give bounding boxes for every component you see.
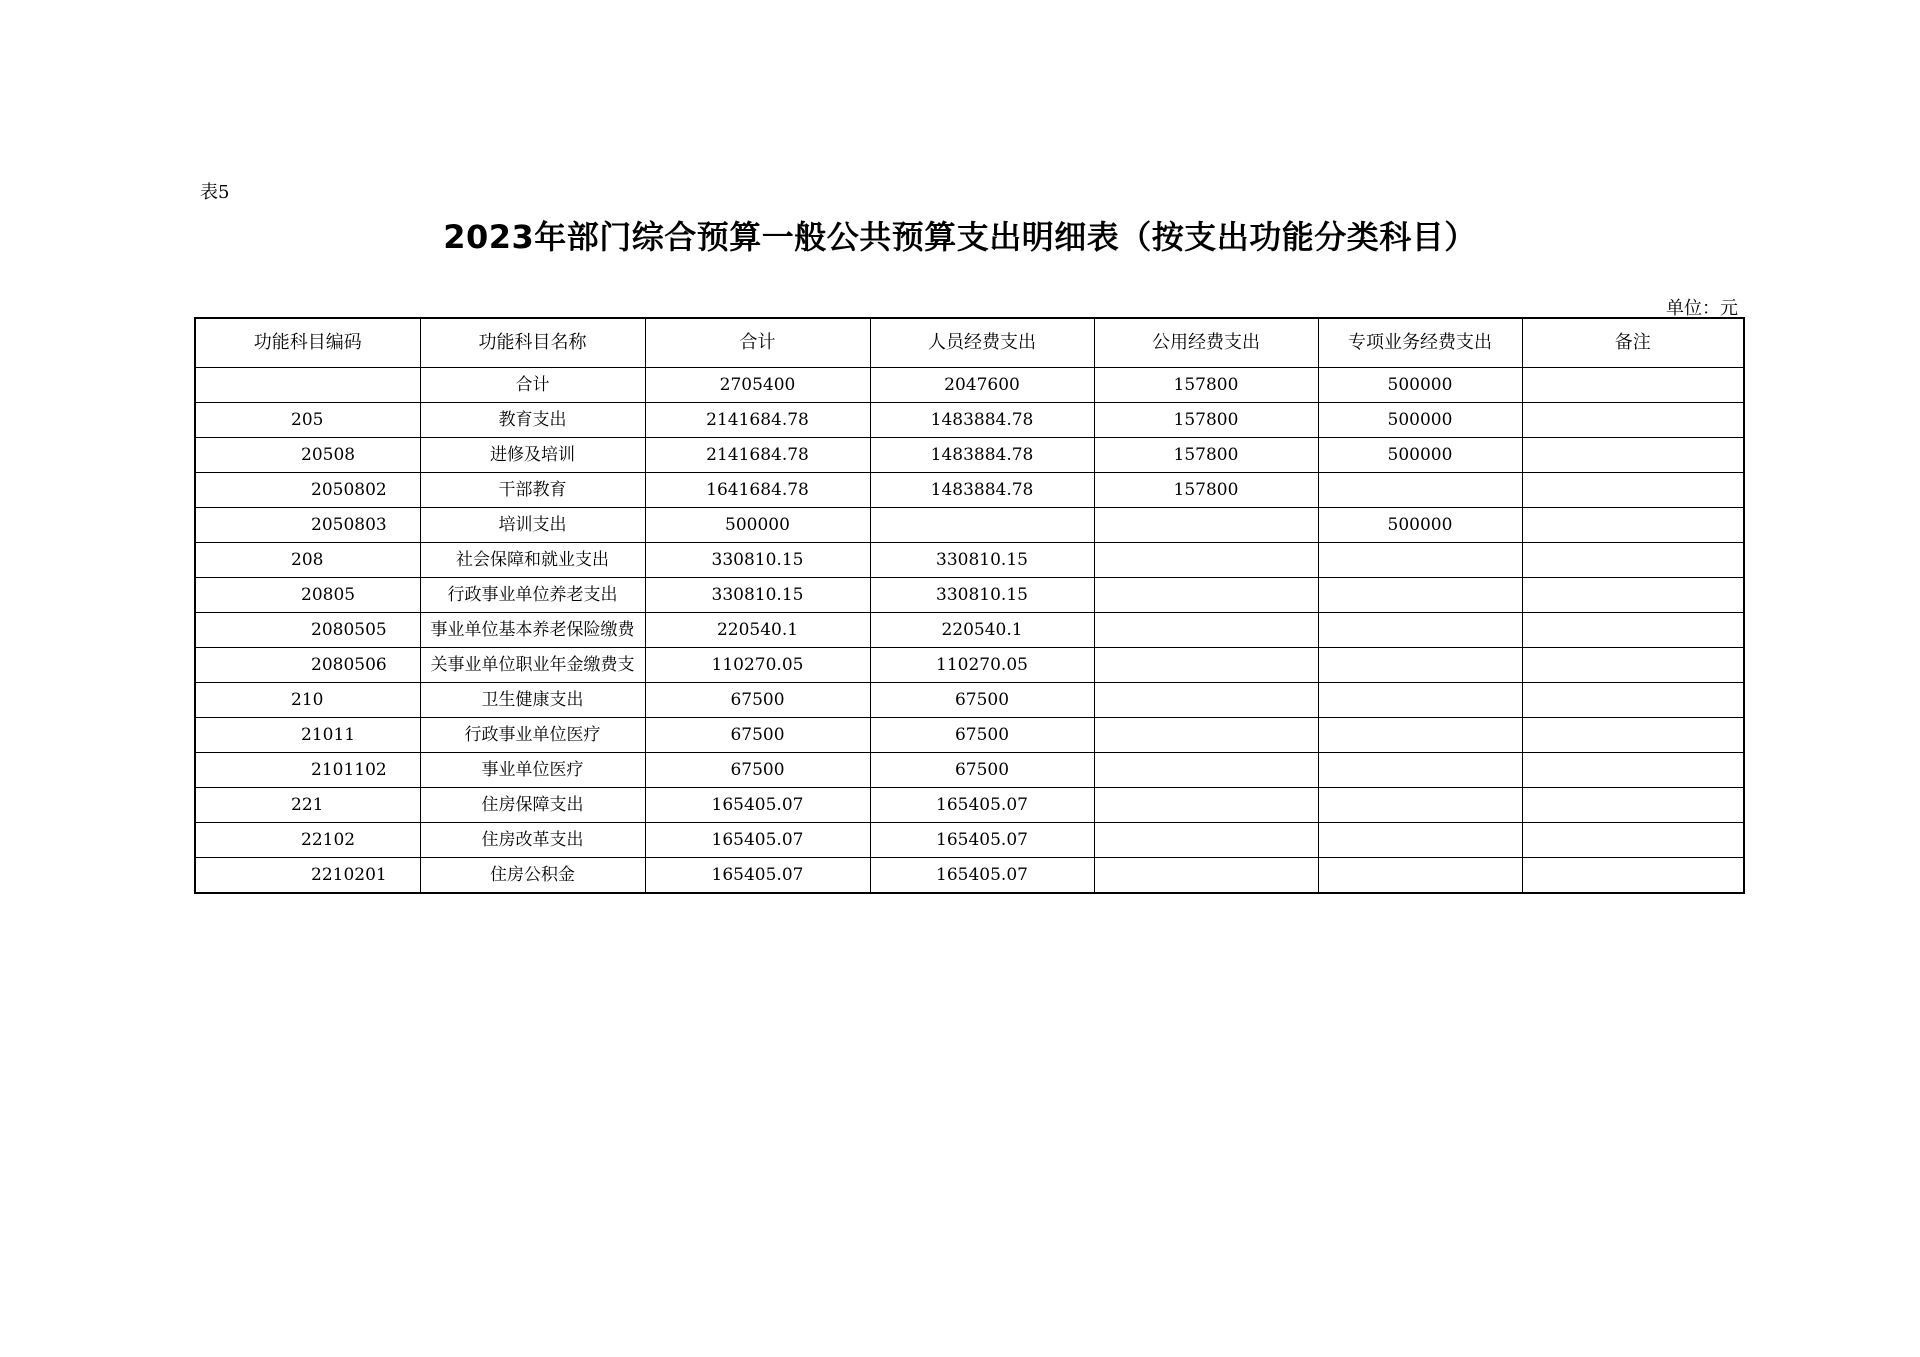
cell-personnel: 1483884.78 [870, 473, 1094, 508]
cell-personnel: 165405.07 [870, 858, 1094, 894]
cell-remark [1522, 543, 1744, 578]
cell-personnel: 110270.05 [870, 648, 1094, 683]
cell-remark [1522, 718, 1744, 753]
table-row [195, 403, 1744, 438]
cell-public [1094, 718, 1318, 753]
cell-remark [1522, 403, 1744, 438]
cell-code: 2080505 [195, 613, 420, 648]
cell-remark [1522, 753, 1744, 788]
cell-public [1094, 648, 1318, 683]
cell-special [1318, 753, 1522, 788]
table-row [195, 823, 1744, 858]
cell-personnel: 165405.07 [870, 788, 1094, 823]
table-row [195, 508, 1744, 543]
cell-personnel: 330810.15 [870, 543, 1094, 578]
table-row [195, 543, 1744, 578]
table-row [195, 578, 1744, 613]
cell-name: 住房保障支出 [420, 788, 645, 823]
cell-total: 1641684.78 [645, 473, 870, 508]
table-row [195, 753, 1744, 788]
cell-remark [1522, 368, 1744, 403]
cell-public: 157800 [1094, 403, 1318, 438]
cell-total: 330810.15 [645, 543, 870, 578]
cell-special [1318, 578, 1522, 613]
cell-name: 干部教育 [420, 473, 645, 508]
cell-remark [1522, 438, 1744, 473]
budget-table [194, 317, 1745, 894]
cell-remark [1522, 858, 1744, 894]
cell-total: 110270.05 [645, 648, 870, 683]
cell-name: 进修及培训 [420, 438, 645, 473]
cell-public [1094, 788, 1318, 823]
cell-remark [1522, 648, 1744, 683]
cell-personnel: 1483884.78 [870, 438, 1094, 473]
cell-public [1094, 858, 1318, 894]
cell-code: 21011 [195, 718, 420, 753]
cell-code: 205 [195, 403, 420, 438]
cell-total: 330810.15 [645, 578, 870, 613]
unit-label: 单位：元 [1666, 298, 1738, 319]
cell-name: 关事业单位职业年金缴费支 [420, 648, 645, 683]
cell-special [1318, 788, 1522, 823]
cell-personnel: 165405.07 [870, 823, 1094, 858]
cell-public: 157800 [1094, 438, 1318, 473]
cell-special: 500000 [1318, 438, 1522, 473]
cell-total: 220540.1 [645, 613, 870, 648]
cell-special [1318, 683, 1522, 718]
cell-remark [1522, 473, 1744, 508]
table-row [195, 368, 1744, 403]
column-header-code: 功能科目编码 [195, 318, 420, 368]
table-row [195, 718, 1744, 753]
cell-special [1318, 858, 1522, 894]
table-row [195, 858, 1744, 894]
cell-total: 2705400 [645, 368, 870, 403]
cell-personnel [870, 508, 1094, 543]
table-row [195, 438, 1744, 473]
table-row [195, 788, 1744, 823]
table-header-row [195, 318, 1744, 368]
table-row [195, 683, 1744, 718]
cell-remark [1522, 508, 1744, 543]
cell-special [1318, 543, 1522, 578]
cell-total: 165405.07 [645, 823, 870, 858]
cell-special: 500000 [1318, 403, 1522, 438]
cell-personnel: 67500 [870, 753, 1094, 788]
cell-total: 67500 [645, 753, 870, 788]
cell-special [1318, 718, 1522, 753]
cell-name: 住房改革支出 [420, 823, 645, 858]
cell-code: 210 [195, 683, 420, 718]
cell-total: 67500 [645, 683, 870, 718]
column-header-special: 专项业务经费支出 [1318, 318, 1522, 368]
cell-remark [1522, 823, 1744, 858]
cell-code: 2050802 [195, 473, 420, 508]
cell-public: 157800 [1094, 473, 1318, 508]
cell-public [1094, 753, 1318, 788]
cell-personnel: 330810.15 [870, 578, 1094, 613]
cell-code: 20508 [195, 438, 420, 473]
cell-total: 2141684.78 [645, 403, 870, 438]
cell-code: 221 [195, 788, 420, 823]
cell-total: 2141684.78 [645, 438, 870, 473]
cell-code: 2050803 [195, 508, 420, 543]
cell-public [1094, 823, 1318, 858]
cell-code: 2101102 [195, 753, 420, 788]
column-header-personnel: 人员经费支出 [870, 318, 1094, 368]
cell-special: 500000 [1318, 508, 1522, 543]
column-header-name: 功能科目名称 [420, 318, 645, 368]
cell-remark [1522, 683, 1744, 718]
cell-special [1318, 648, 1522, 683]
table-body [195, 368, 1744, 894]
cell-public [1094, 508, 1318, 543]
cell-special [1318, 473, 1522, 508]
cell-special [1318, 823, 1522, 858]
cell-public: 157800 [1094, 368, 1318, 403]
cell-public [1094, 543, 1318, 578]
cell-name: 行政事业单位养老支出 [420, 578, 645, 613]
cell-name: 合计 [420, 368, 645, 403]
cell-name: 卫生健康支出 [420, 683, 645, 718]
cell-code [195, 368, 420, 403]
cell-total: 500000 [645, 508, 870, 543]
cell-public [1094, 683, 1318, 718]
column-header-remark: 备注 [1522, 318, 1744, 368]
document-title: 2023年部门综合预算一般公共预算支出明细表（按支出功能分类科目） [443, 218, 1477, 256]
cell-total: 165405.07 [645, 858, 870, 894]
cell-personnel: 67500 [870, 683, 1094, 718]
cell-special [1318, 613, 1522, 648]
cell-total: 165405.07 [645, 788, 870, 823]
cell-public [1094, 578, 1318, 613]
cell-name: 行政事业单位医疗 [420, 718, 645, 753]
table-row [195, 648, 1744, 683]
cell-personnel: 220540.1 [870, 613, 1094, 648]
column-header-total: 合计 [645, 318, 870, 368]
column-header-public: 公用经费支出 [1094, 318, 1318, 368]
cell-special: 500000 [1318, 368, 1522, 403]
cell-personnel: 2047600 [870, 368, 1094, 403]
cell-remark [1522, 788, 1744, 823]
cell-code: 2210201 [195, 858, 420, 894]
cell-remark [1522, 578, 1744, 613]
cell-public [1094, 613, 1318, 648]
table-row [195, 613, 1744, 648]
cell-total: 67500 [645, 718, 870, 753]
table-number-label: 表5 [200, 182, 230, 203]
cell-name: 教育支出 [420, 403, 645, 438]
cell-code: 2080506 [195, 648, 420, 683]
cell-code: 20805 [195, 578, 420, 613]
cell-personnel: 67500 [870, 718, 1094, 753]
cell-name: 事业单位医疗 [420, 753, 645, 788]
cell-personnel: 1483884.78 [870, 403, 1094, 438]
cell-code: 208 [195, 543, 420, 578]
table-row [195, 473, 1744, 508]
cell-name: 住房公积金 [420, 858, 645, 894]
cell-name: 事业单位基本养老保险缴费 [420, 613, 645, 648]
cell-remark [1522, 613, 1744, 648]
cell-name: 社会保障和就业支出 [420, 543, 645, 578]
cell-name: 培训支出 [420, 508, 645, 543]
cell-code: 22102 [195, 823, 420, 858]
